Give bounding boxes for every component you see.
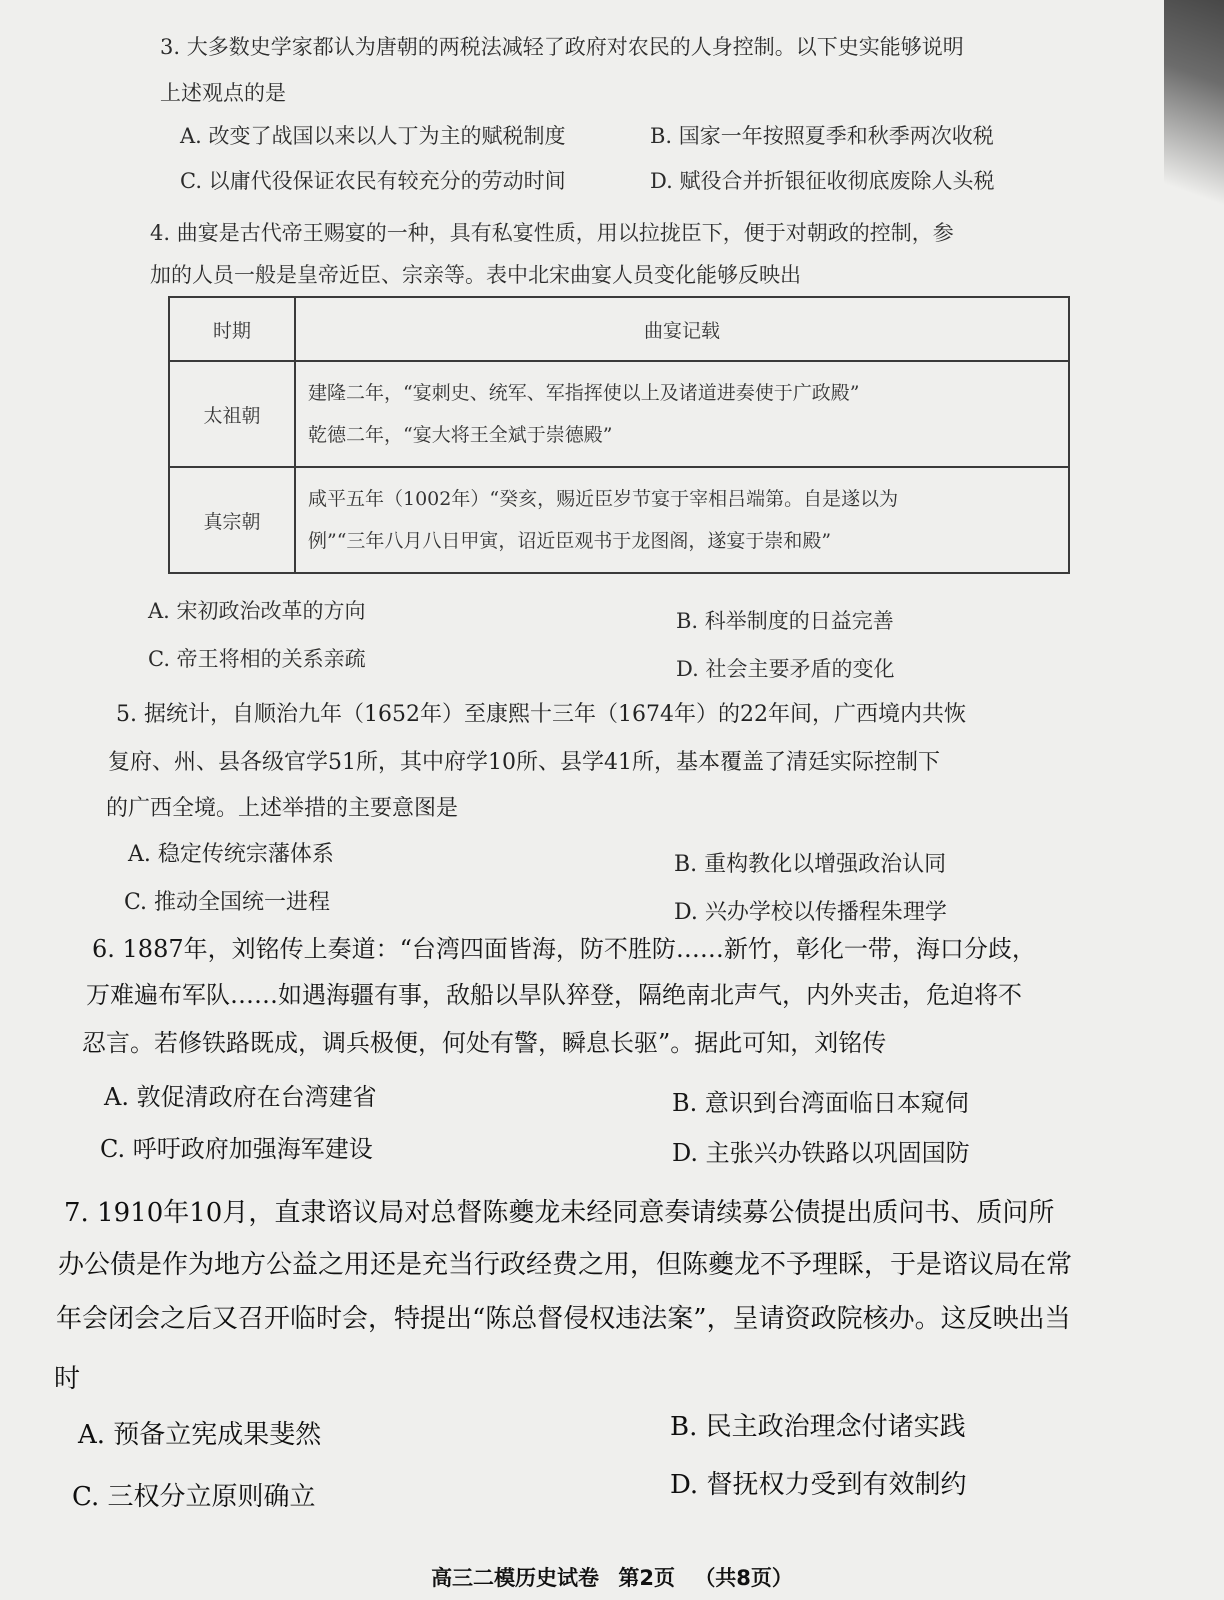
q4-option-a: A. 宋初政治改革的方向 <box>148 599 366 623</box>
q5-option-a: A. 稳定传统宗藩体系 <box>128 842 334 867</box>
record-line: 乾德二年，“宴大将王全斌于崇德殿” <box>308 424 613 446</box>
q6-option-b: B. 意识到台湾面临日本窥伺 <box>672 1089 969 1117</box>
q6-option-c: C. 呼吁政府加强海军建设 <box>100 1135 373 1163</box>
page-edge-shadow <box>1164 0 1224 220</box>
record-line: 建隆二年，“宴刺史、统军、军指挥使以上及诸道进奏使于广政殿” <box>308 382 860 404</box>
table-header-period: 时期 <box>169 297 295 361</box>
table-cell-period: 真宗朝 <box>169 467 295 573</box>
q5-stem-line3: 的广西全境。上述举措的主要意图是 <box>106 796 459 821</box>
q7-option-a: A. 预备立宪成果斐然 <box>78 1420 322 1450</box>
q7-stem-line2: 办公债是作为地方公益之用还是充当行政经费之用，但陈夔龙不予理睬，于是谘议局在常 <box>58 1250 1073 1280</box>
q4-option-b: B. 科举制度的日益完善 <box>676 609 894 633</box>
q7-stem-line3: 年会闭会之后又召开临时会，特提出“陈总督侵权违法案”，呈请资政院核办。这反映出当 <box>56 1304 1071 1334</box>
q5-option-c: C. 推动全国统一进程 <box>124 890 331 915</box>
q6-stem-line3: 忍言。若修铁路既成，调兵极便，何处有警，瞬息长驱”。据此可知，刘铭传 <box>82 1029 887 1057</box>
q5-option-d: D. 兴办学校以传播程朱理学 <box>674 900 947 925</box>
q6-stem-line2: 万难遍布军队……如遇海疆有事，敌船以旱队猝登，隔绝南北声气，内外夹击，危迫将不 <box>86 981 1022 1009</box>
record-line: 咸平五年（1002年）“癸亥，赐近臣岁节宴于宰相吕端第。自是遂以为 <box>308 488 899 510</box>
q7-stem-line4: 时 <box>54 1364 81 1394</box>
footer-page-number: 第2页 <box>618 1566 675 1590</box>
q6-stem-line1: 6. 1887年，刘铭传上奏道：“台湾四面皆海，防不胜防……新竹，彰化一带，海口分歧， <box>92 935 1036 963</box>
q7-stem-line1: 7. 1910年10月，直隶谘议局对总督陈夔龙未经同意奏请续募公债提出质问书、质问所 <box>64 1198 1055 1228</box>
q7-option-c: C. 三权分立原则确立 <box>72 1482 316 1512</box>
q3-stem-line2: 上述观点的是 <box>160 81 286 105</box>
q6-option-d: D. 主张兴办铁路以巩固国防 <box>672 1139 970 1167</box>
q3-option-d: D. 赋役合并折银征收彻底废除人头税 <box>650 169 995 193</box>
table-row <box>169 361 1069 467</box>
q3-option-a: A. 改变了战国以来以人丁为主的赋税制度 <box>180 124 566 148</box>
q3-option-b: B. 国家一年按照夏季和秋季两次收税 <box>650 124 994 148</box>
q3-option-c: C. 以庸代役保证农民有较充分的劳动时间 <box>180 169 566 193</box>
table-header-record: 曲宴记载 <box>295 297 1069 361</box>
table-header-row <box>169 297 1069 361</box>
table-row <box>169 467 1069 573</box>
footer-exam-title: 高三二模历史试卷 <box>431 1566 600 1590</box>
q3-stem-line1: 3. 大多数史学家都认为唐朝的两税法减轻了政府对农民的人身控制。以下史实能够说明 <box>160 35 964 59</box>
q5-stem-line1: 5. 据统计，自顺治九年（1652年）至康熙十三年（1674年）的22年间，广西境内共恢 <box>116 702 966 727</box>
q4-option-c: C. 帝王将相的关系亲疏 <box>148 647 366 671</box>
q7-option-d: D. 督抚权力受到有效制约 <box>670 1470 967 1500</box>
table-cell-period: 太祖朝 <box>169 361 295 467</box>
q6-option-a: A. 敦促清政府在台湾建省 <box>104 1083 377 1111</box>
table-cell-record <box>295 467 1069 573</box>
footer-total-pages: （共8页） <box>694 1566 793 1590</box>
record-line: 例”“三年八月八日甲寅，诏近臣观书于龙图阁，遂宴于崇和殿” <box>308 530 832 552</box>
q5-option-b: B. 重构教化以增强政治认同 <box>674 852 947 877</box>
q7-option-b: B. 民主政治理念付诸实践 <box>670 1412 966 1442</box>
q4-option-d: D. 社会主要矛盾的变化 <box>676 657 895 681</box>
q4-stem-line2: 加的人员一般是皇帝近臣、宗亲等。表中北宋曲宴人员变化能够反映出 <box>150 263 801 287</box>
q4-stem-line1: 4. 曲宴是古代帝王赐宴的一种，具有私宴性质，用以拉拢臣下，便于对朝政的控制，参 <box>150 221 954 245</box>
page-footer <box>0 1562 1224 1592</box>
table-cell-record <box>295 361 1069 467</box>
q5-stem-line2: 复府、州、县各级官学51所，其中府学10所、县学41所，基本覆盖了清廷实际控制下 <box>108 750 940 775</box>
banquet-records-table <box>168 296 1070 574</box>
